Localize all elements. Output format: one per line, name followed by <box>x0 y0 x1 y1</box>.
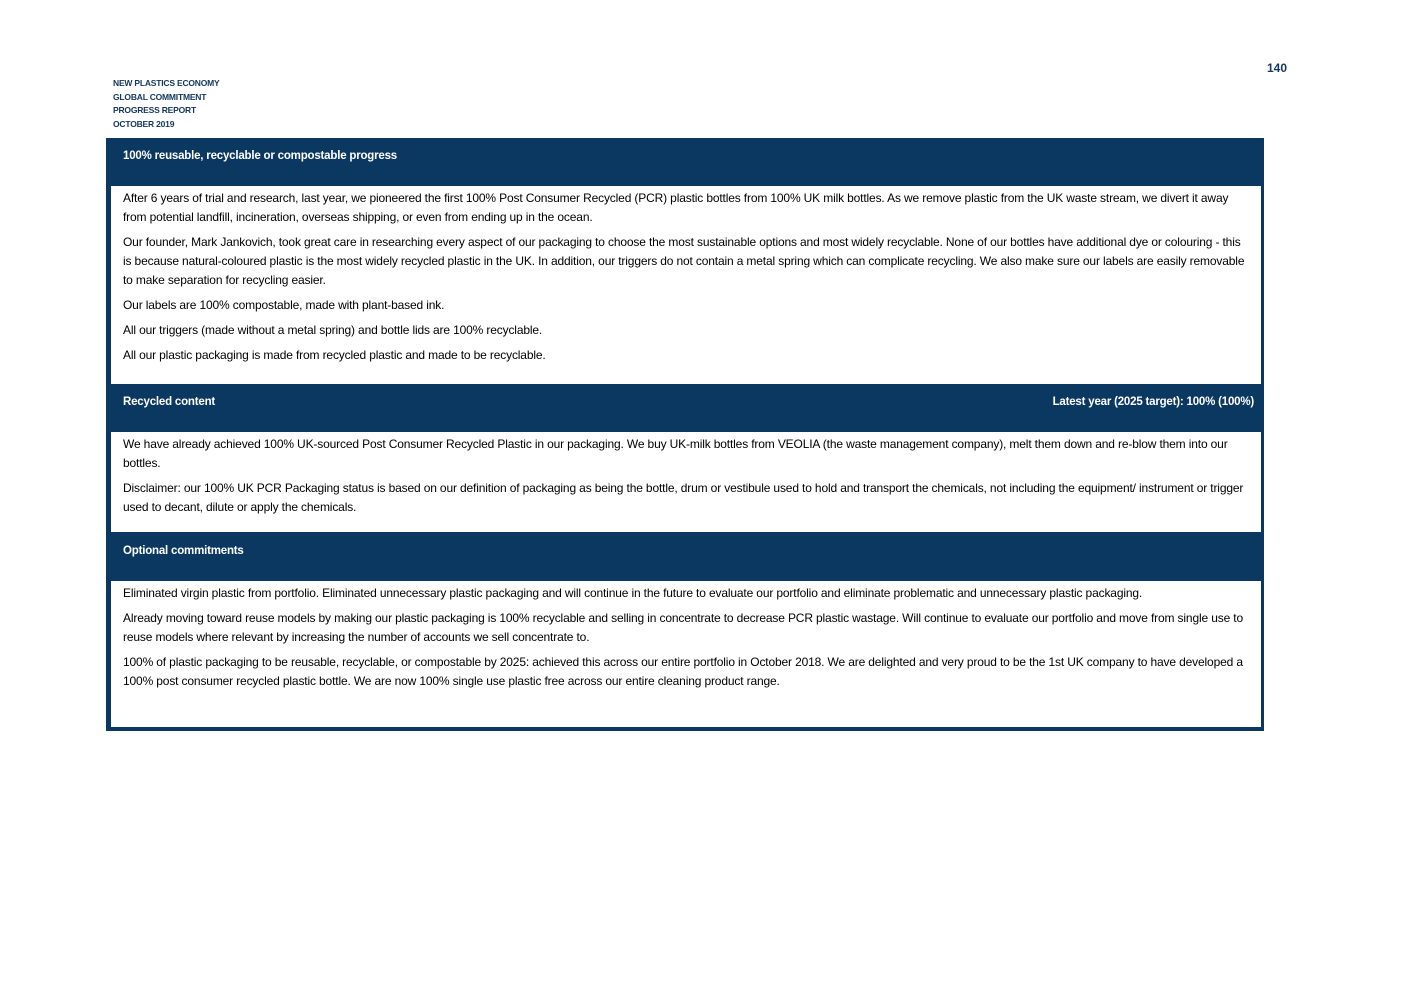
report-header <box>113 77 220 131</box>
paragraph: Eliminated virgin plastic from portfolio. Eliminated unnecessary plastic packaging and will continue in the future to evaluate our portfolio and eliminate problematic and unnecessary plastic packaging. <box>123 586 1143 600</box>
report-header-line: NEW PLASTICS ECONOMY <box>113 78 220 88</box>
section-body-optional-commitments <box>111 581 1261 727</box>
section-title: Recycled content <box>123 396 216 408</box>
commitment-table <box>106 138 1264 731</box>
paragraph: Our founder, Mark Jankovich, took great care in researching every aspect of our packaging to choose the most sustainable options and most widely recyclable. None of our bottles have additional dye or colouring - this is because natural-coloured plastic is the most widely recycled plastic in the UK. In addition, our triggers do not contain a metal spring which can complicate recycling. We also make sure our labels are easily removable to make separation for recycling easier. <box>123 235 1245 287</box>
paragraph: Already moving toward reuse models by making our plastic packaging is 100% recyclable and selling in concentrate to decrease PCR plastic wastage. Will continue to evaluate our portfolio and move from single use to reuse models where relevant by increasing the number of accounts we sell concentrate to. <box>123 611 1243 644</box>
paragraph: All our plastic packaging is made from recycled plastic and made to be recyclable. <box>123 348 546 362</box>
section-body-recycled-content <box>111 432 1261 532</box>
section-header-progress <box>106 150 1264 162</box>
report-header-line: GLOBAL COMMITMENT <box>113 91 207 102</box>
section-header-optional-commitments <box>106 545 1264 557</box>
section-title: Optional commitments <box>123 545 244 557</box>
report-header-line: OCTOBER 2019 <box>113 118 175 129</box>
paragraph: After 6 years of trial and research, last year, we pioneered the first 100% Post Consumer Recycled (PCR) plastic bottles from 100% UK milk bottles. As we remove plastic from the UK waste stream, we divert it away from potential landfill, incineration, overseas shipping, or even from ending up in the ocean. <box>123 191 1229 224</box>
section-target-value: Latest year (2025 target): 100% (100%) <box>1052 396 1254 408</box>
section-header-recycled-content <box>106 396 1264 408</box>
section-title: 100% reusable, recyclable or compostable progress <box>123 150 397 162</box>
paragraph: Disclaimer: our 100% UK PCR Packaging status is based on our definition of packaging as being the bottle, drum or vestibule used to hold and transport the chemicals, not including the equipment/ instrument or trigger used to decant, dilute or apply the chemicals. <box>123 481 1244 514</box>
paragraph: Our labels are 100% compostable, made with plant-based ink. <box>123 298 445 312</box>
paragraph: 100% of plastic packaging to be reusable, recyclable, or compostable by 2025: achieved this across our entire portfolio in October 2018. We are delighted and very proud to be the 1st UK company to have developed a 100% post consumer recycled plastic bottle. We are now 100% single use plastic free across our entire cleaning product range. <box>123 655 1243 688</box>
section-body-progress <box>111 186 1261 384</box>
page-number: 140 <box>1267 61 1288 75</box>
paragraph: All our triggers (made without a metal spring) and bottle lids are 100% recyclable. <box>123 323 543 337</box>
paragraph: We have already achieved 100% UK-sourced Post Consumer Recycled Plastic in our packaging. We buy UK-milk bottles from VEOLIA (the waste management company), melt them down and re-blow them into our bottles. <box>123 437 1228 470</box>
report-header-line: PROGRESS REPORT <box>113 105 196 115</box>
